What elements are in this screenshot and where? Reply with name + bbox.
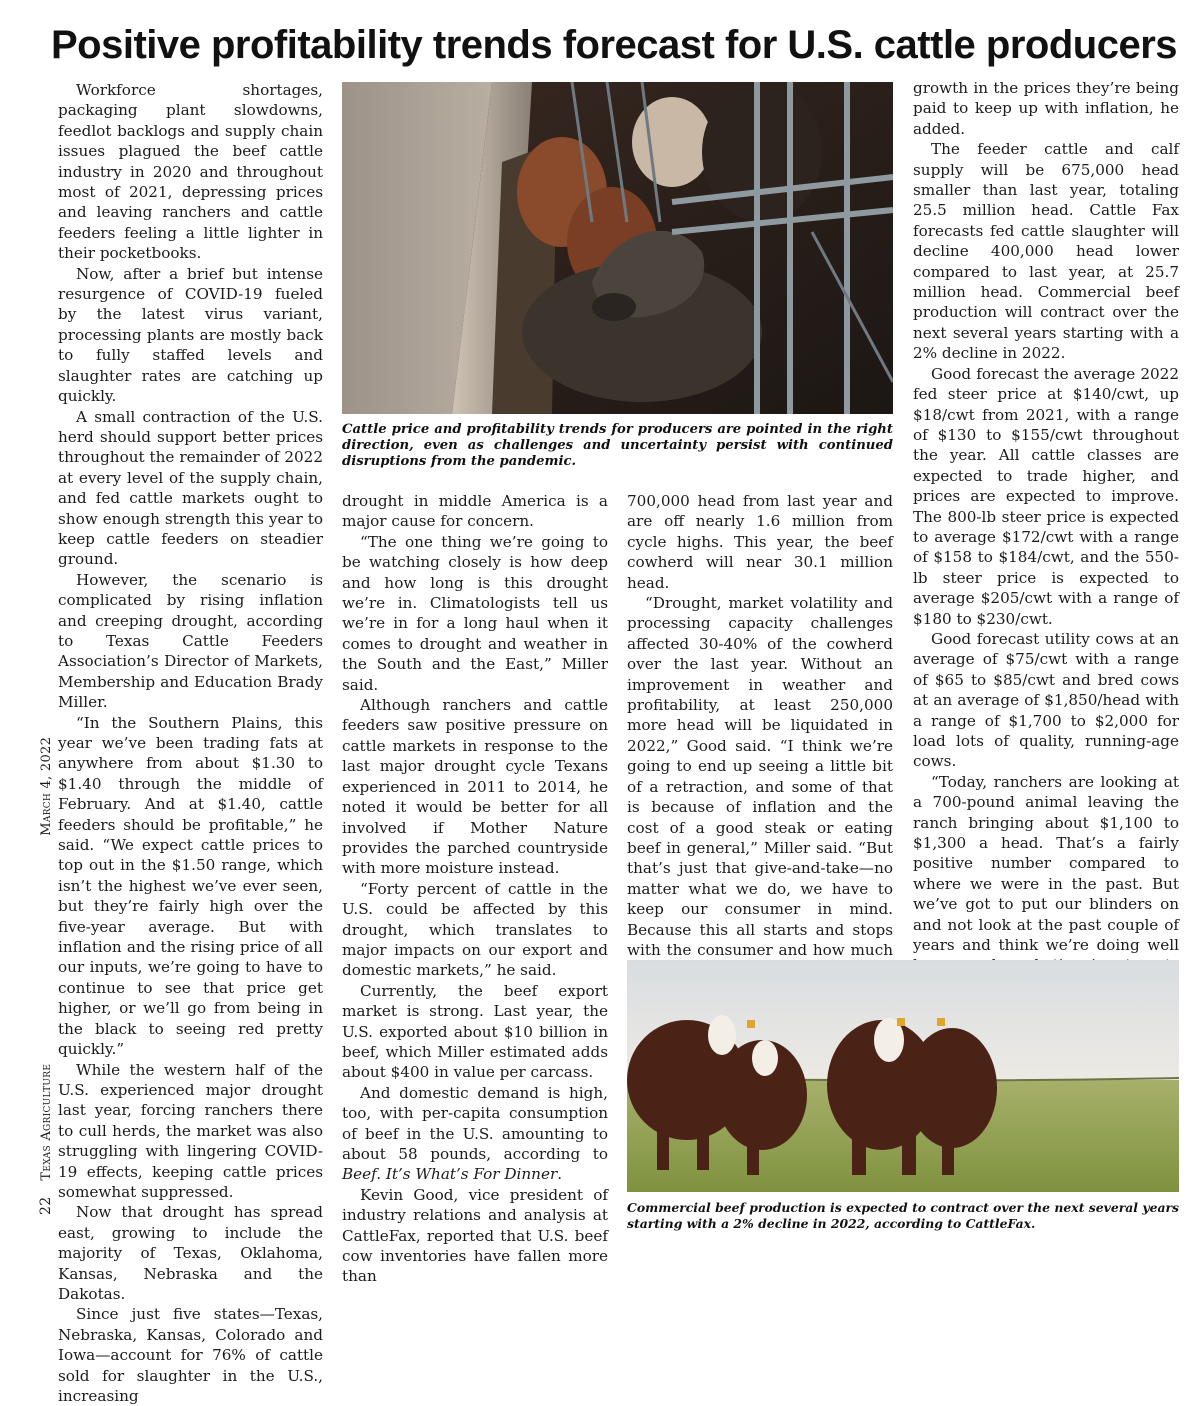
paragraph: Now, after a brief but intense resurgence of COVID-19 fueled by the latest virus variant, processing plants are mostly back to fully staffed levels and slaughter rates are catching up quickly. <box>58 264 323 406</box>
paragraph: “Forty percent of cattle in the U.S. could be affected by this drought, which translates to major impacts on our export and domestic markets,” he said. <box>342 879 608 980</box>
paragraph: The feeder cattle and calf supply will be 675,000 head smaller than last year, totaling 25.5 million head. Cattle Fax forecasts fed cattle slaughter will decline 400,000 head lower compared to last year, at 25.7 million head. Commercial beef production will contract over the next several years starting with a 2% decline in 2022. <box>913 140 1179 363</box>
paragraph: Good forecast utility cows at an average of $75/cwt with a range of $65 to $85/cwt and bred cows at an average of $1,850/head with a range of $1,700 to $2,000 for load lots of quality, running-age cows. <box>913 629 1179 771</box>
paragraph: Although ranchers and cattle feeders saw positive pressure on cattle markets in response to the last major drought cycle Texans experienced in 2011 to 2014, he noted it would be better for all involved if Mother Nature provides the parched countryside with more moisture instead. <box>342 696 608 878</box>
paragraph: “The one thing we’re going to be watching closely is how deep and how long is this drought we’re in. Climatologists tell us we’re in for a long haul when it comes to drought and weather in the South and the East,” Miller said. <box>342 532 608 694</box>
article-column-4 <box>913 78 1179 1017</box>
photo-caption: Commercial beef production is expected to contract over the next several years starting with a 2% decline in 2022, according to CattleFax. <box>627 1200 1179 1231</box>
paragraph: Workforce shortages, packaging plant slowdowns, feedlot backlogs and supply chain issues plagued the beef cattle industry in 2020 and throughout most of 2021, depressing prices and leaving ranchers and cattle feeders feeling a little lighter in their pocketbooks. <box>58 81 323 263</box>
photo-caption: Cattle price and profitability trends for producers are pointed in the right direction, even as challenges and uncertainty persist with continued disruptions from the pandemic. <box>342 422 893 469</box>
page-number: 22 <box>38 1196 54 1215</box>
publication-name: Texas Agriculture <box>38 1063 54 1181</box>
article-column-2 <box>342 491 608 1287</box>
paragraph-text: And domestic demand is high, too, with per-capita consumption of beef in the U.S. amounting to about 58 pounds, according to <box>342 1083 608 1163</box>
paragraph: While the western half of the U.S. experienced major drought last year, forcing ranchers there to cull herds, the market was also struggling with lingering COVID-19 effects, keeping cattle prices somewhat suppressed. <box>58 1060 323 1201</box>
paragraph: Good forecast the average 2022 fed steer price at $140/cwt, up $18/cwt from 2021, with a range of $130 to $155/cwt throughout the year. All cattle classes are expected to trade higher, and prices are expected to improve. The 800-lb steer price is expected to average $172/cwt with a range of $158 to $184/cwt, and the 550-lb steer price is expected to average $205/cwt with a range of $180 to $230/cwt. <box>913 364 1179 628</box>
article-column-1 <box>58 80 323 1406</box>
paragraph: A small contraction of the U.S. herd should support better prices throughout the remainder of 2022 at every level of the supply chain, and fed cattle markets ought to show enough strength this year to keep cattle feeders on steadier ground. <box>58 407 323 569</box>
headline: Positive profitability trends forecast for U.S. cattle producers <box>50 23 1178 67</box>
paragraph: Currently, the beef export market is strong. Last year, the U.S. exported about $10 billion in beef, which Miller estimated adds about $400 in value per carcass. <box>342 981 608 1082</box>
book-title: Beef. It’s What’s For Dinner <box>342 1165 558 1184</box>
paragraph: “Drought, market volatility and processing capacity challenges affected 30-40% of the cowherd over the last year. Without an improvement in weather and profitability, at least 250,000 more head will be liquidated in 2022,” Good said. “I think we’re going to end up seeing a little bit of a retraction, and some of that is because of inflation and the cost of a good steak or eating beef in general,” Miller said. “But that’s just that give-and-take—no matter what we do, we have to keep our consumer in mind. Because this all starts and stops with the consumer and how much <box>627 594 893 959</box>
paragraph: “In the Southern Plains, this year we’ve been trading fats at anywhere from about $1.30 to $1.40 through the middle of February. And at $1.40, cattle feeders should be profitable,” he said. “We expect cattle prices to top out in the $1.50 range, which isn’t the highest we’ve ever seen, but they’re fairly high over the five-year average. But with inflation and the rising price of all our inputs, we’re going to have to continue to see that price get higher, or we’ll go from being in the black to seeing red pretty quickly.” <box>58 713 323 1059</box>
paragraph: growth in the prices they’re being paid to keep up with inflation, he added. <box>913 79 1179 138</box>
article-column-3 <box>627 491 893 1022</box>
issue-date: March 4, 2022 <box>38 736 54 836</box>
paragraph-text: . <box>557 1165 563 1184</box>
paragraph: Kevin Good, vice president of industry relations and analysis at CattleFax, reported that U.S. beef cow inventories have fallen more than <box>342 1185 608 1286</box>
paragraph <box>342 1083 608 1185</box>
paragraph: Now that drought has spread east, growing to include the majority of Texas, Oklahoma, Kansas, Nebraska and the Dakotas. <box>58 1203 323 1303</box>
paragraph: “Today, ranchers are looking at a 700-pound animal leaving the ranch bringing about $1,100 to $1,300 a head. That’s a fairly positive number compared to where we were in the past. But we’ve got to put our blinders on and not look at the past couple of years and think we’re doing well <box>913 772 1179 955</box>
page-folio <box>38 737 54 1215</box>
paragraph: 700,000 head from last year and are off nearly 1.6 million from cycle highs. This year, the beef cowherd will near 30.1 million head. <box>627 492 893 592</box>
feedlot-cattle-photo <box>342 82 893 414</box>
paragraph: Since just five states—Texas, Nebraska, Kansas, Colorado and Iowa—account for 76% of cattle sold for slaughter in the U.S., increasing <box>58 1305 323 1405</box>
paragraph: drought in middle America is a major cause for concern. <box>342 492 608 531</box>
paragraph: However, the scenario is complicated by rising inflation and creeping drought, according to Texas Cattle Feeders Association’s Director of Markets, Membership and Education Brady Miller. <box>58 570 323 712</box>
pasture-cattle-photo <box>627 960 1179 1192</box>
